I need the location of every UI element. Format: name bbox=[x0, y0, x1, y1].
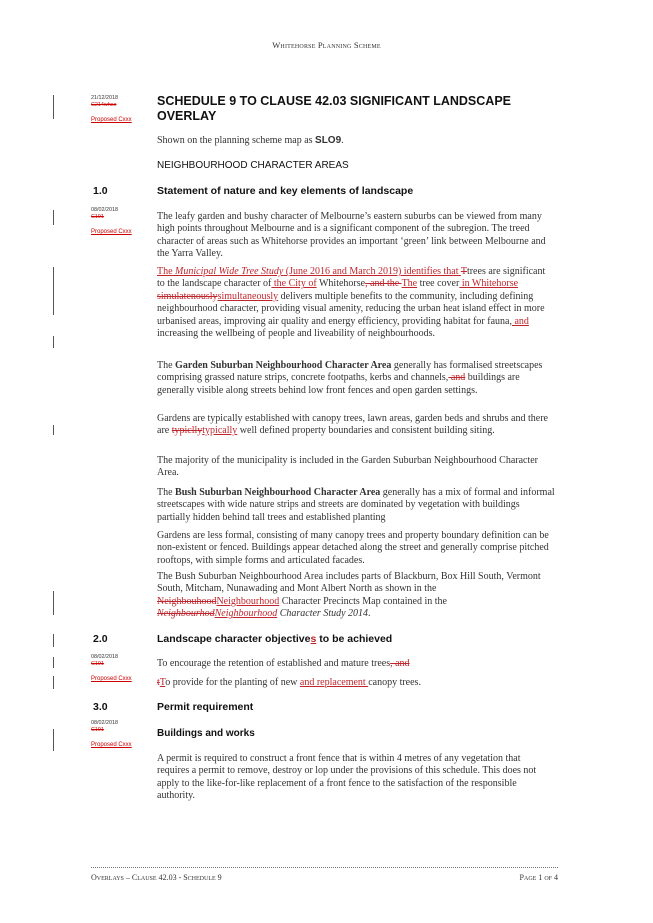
paragraph: The Bush Suburban Neighbourhood Area includes parts of Blackburn, Box Hill South, Vermont South, Mitcham, Nunawading and Mont Albert North as shown in the NeighbouhoodNeighbourhood Character Precincts Map contained in the NeighbourhodNeighbourhood Character Study 2014. bbox=[157, 571, 541, 620]
revision-bar bbox=[53, 267, 54, 315]
section-number: 3.0 bbox=[93, 701, 108, 713]
revision-bar bbox=[53, 591, 54, 615]
section-title: Permit requirement bbox=[157, 701, 254, 713]
revision-bar bbox=[53, 676, 54, 689]
subsection-title: Buildings and works bbox=[157, 728, 255, 739]
margin-proposed: Proposed Cxxx bbox=[91, 676, 132, 682]
revision-bar bbox=[53, 425, 54, 435]
margin-proposed: Proposed Cxxx bbox=[91, 742, 132, 748]
margin-amendment: C191 bbox=[91, 213, 104, 220]
revision-bar bbox=[53, 729, 54, 751]
map-code: SLO9 bbox=[315, 135, 342, 146]
margin-amendment: C191 bbox=[91, 726, 104, 733]
margin-date: 08/02/2018 bbox=[91, 654, 118, 660]
footer-page-number: Page 1 of 4 bbox=[519, 873, 558, 882]
shown-on-map: Shown on the planning scheme map as SLO9. bbox=[157, 135, 344, 146]
section-number: 1.0 bbox=[93, 185, 108, 197]
margin-proposed: Proposed Cxxx bbox=[91, 229, 132, 235]
margin-note bbox=[91, 95, 151, 124]
paragraph: A permit is required to construct a front fence that is within 4 metres of any vegetation that requires a permit to remove, destroy or lop under the provisions of this schedule. This does not apply to the like-for-like replacement of a front fence to the satisfaction of the responsible authority. bbox=[157, 753, 537, 802]
running-header: Whitehorse Planning Scheme bbox=[272, 40, 381, 50]
paragraph: The leafy garden and bushy character of Melbourne’s eastern suburbs can be viewed from many high points throughout Melbourne and is a significant component of the subregion. The treed character of areas such as Whitehorse provides an important ‘green’ link between Melbourne and the Yarra Valley. bbox=[157, 211, 546, 260]
section-number: 2.0 bbox=[93, 633, 108, 645]
margin-amendment: C191 bbox=[91, 660, 104, 667]
revision-bar bbox=[53, 657, 54, 668]
footer-left: Overlays – Clause 42.03 - Schedule 9 bbox=[91, 873, 222, 882]
margin-date: 08/02/2018 bbox=[91, 720, 118, 726]
paragraph: To encourage the retention of established and mature trees, and bbox=[157, 658, 410, 669]
paragraph: The Bush Suburban Neighbourhood Character Area generally has a mix of formal and informal streetscapes with wide nature strips and streets are dominated by vegetation with buildings partially hidden behind tall trees and established planting bbox=[157, 487, 555, 523]
footer-divider bbox=[91, 867, 558, 868]
margin-date: 21/12/2018 bbox=[91, 95, 118, 101]
margin-note bbox=[91, 720, 151, 749]
paragraph: The Municipal Wide Tree Study (June 2016 and March 2019) identifies that Ttrees are significant to the landscape character of the City of Whitehorse, and the The tree cover in Whitehorse simulatenouslysimultaneously delivers multiple benefits to the community, including defining neighbourhood character, providing visual amenity, reducing the urban heat island effect in more urbanised areas, improving air quality and energy efficiency, providing habitat for fauna, and increasing the wellbeing of people and liveability of neighbourhoods. bbox=[157, 266, 546, 340]
section-title: Landscape character objectives to be achieved bbox=[157, 633, 393, 645]
revision-bar bbox=[53, 634, 54, 647]
paragraph: The Garden Suburban Neighbourhood Character Area generally has formalised streetscapes comprising grassed nature strips, concrete footpaths, kerbs and channels, and buildings are generally visible along streets behind low front fences and open garden settings. bbox=[157, 360, 543, 396]
margin-date: 08/02/2018 bbox=[91, 207, 118, 213]
section-title: Statement of nature and key elements of landscape bbox=[157, 185, 414, 197]
paragraph: The majority of the municipality is included in the Garden Suburban Neighbourhood Character Area. bbox=[157, 455, 539, 479]
margin-note bbox=[91, 654, 151, 683]
revision-bar bbox=[53, 336, 54, 348]
paragraph: Gardens are less formal, consisting of many canopy trees and property boundary definition can be non-existent or fenced. Buildings appear detached along the street and generally comprise pitched rooftops, with simple forms and articulated facades. bbox=[157, 530, 549, 566]
paragraph: Gardens are typically established with canopy trees, lawn areas, garden beds and shrubs and there are typicllytypically well defined property boundaries and consistent building siting. bbox=[157, 413, 548, 437]
subheading: NEIGHBOURHOOD CHARACTER AREAS bbox=[157, 160, 349, 171]
margin-amendment: C214whse bbox=[91, 101, 117, 108]
revision-bar bbox=[53, 95, 54, 119]
margin-proposed: Proposed Cxxx bbox=[91, 117, 132, 123]
schedule-title: SCHEDULE 9 TO CLAUSE 42.03 SIGNIFICANT LANDSCAPE OVERLAY bbox=[157, 94, 511, 123]
margin-note bbox=[91, 207, 151, 236]
revision-bar bbox=[53, 210, 54, 225]
paragraph: tTo provide for the planting of new and replacement canopy trees. bbox=[157, 677, 421, 688]
